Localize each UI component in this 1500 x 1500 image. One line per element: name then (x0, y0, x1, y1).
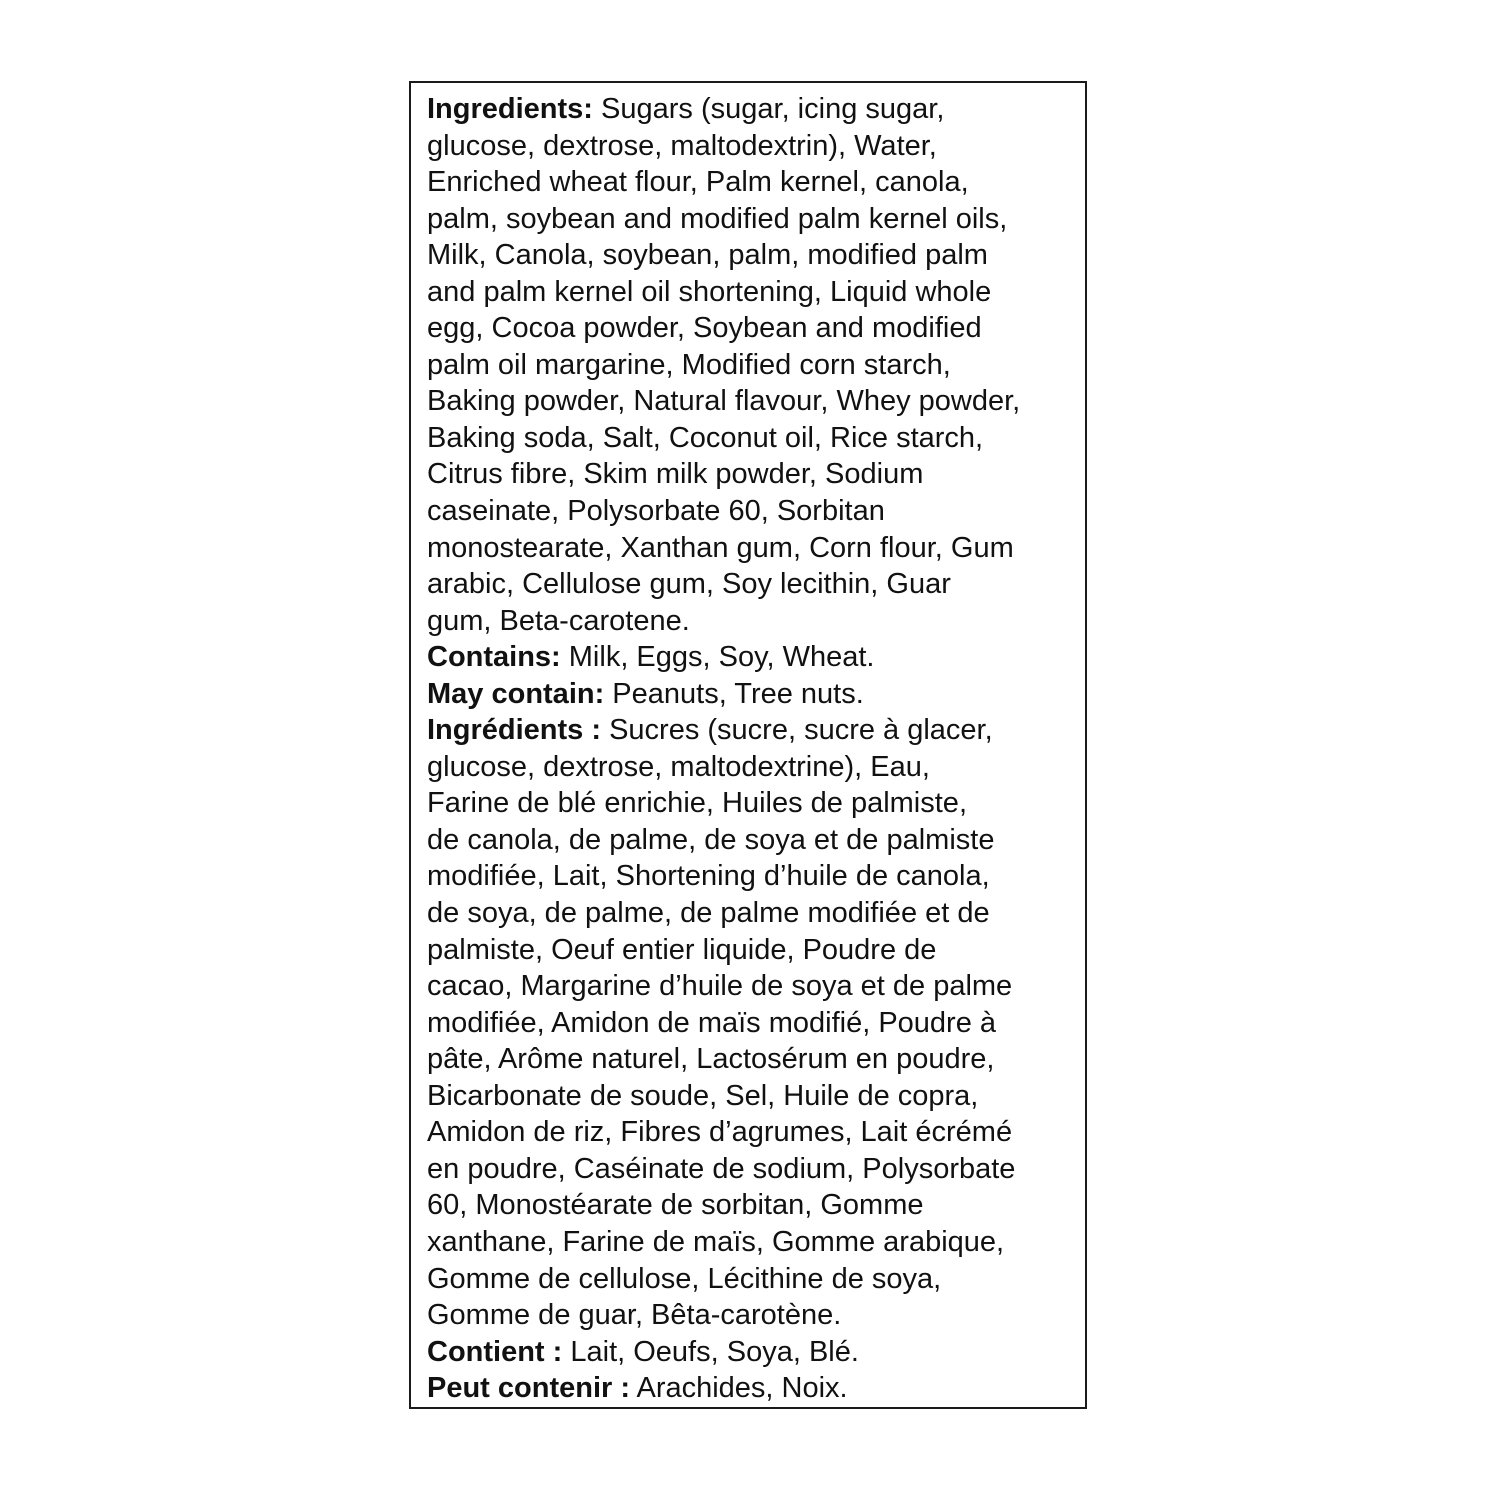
label-line (427, 1370, 1087, 1407)
line-text: glucose, dextrose, maltodextrine), Eau, (427, 750, 930, 783)
line-text: xanthane, Farine de maïs, Gomme arabique, (427, 1225, 1005, 1258)
ingredients-label-panel (409, 81, 1087, 1409)
label-line (427, 1224, 1087, 1261)
label-line (427, 968, 1087, 1005)
line-text: Farine de blé enrichie, Huiles de palmiste, (427, 787, 967, 820)
line-text: Amidon de riz, Fibres d’agrumes, Lait écrémé (427, 1116, 1013, 1149)
line-text: palm, soybean and modified palm kernel oils, (427, 202, 1008, 235)
label-line (427, 237, 1087, 274)
line-text: Sucres (sucre, sucre à glacer, (601, 714, 993, 747)
line-text: and palm kernel oil shortening, Liquid whole (427, 275, 992, 308)
label-line (427, 785, 1087, 822)
line-text: monostearate, Xanthan gum, Corn flour, Gum (427, 531, 1014, 564)
label-line (427, 676, 1087, 713)
label-line (427, 822, 1087, 859)
label-line (427, 383, 1087, 420)
section-heading: Peut contenir : (427, 1372, 631, 1405)
section-heading: May contain: (427, 677, 605, 710)
label-line (427, 420, 1087, 457)
label-line (427, 1297, 1087, 1334)
label-line (427, 932, 1087, 969)
label-line (427, 1334, 1087, 1371)
line-text: Baking powder, Natural flavour, Whey powder, (427, 385, 1021, 418)
line-text: de canola, de palme, de soya et de palmiste (427, 823, 995, 856)
line-text: gum, Beta-carotene. (427, 604, 690, 637)
line-text: modifiée, Amidon de maïs modifié, Poudre à (427, 1006, 997, 1039)
section-heading: Ingredients: (427, 93, 593, 125)
line-text: Baking soda, Salt, Coconut oil, Rice starch, (427, 421, 984, 454)
label-line (427, 456, 1087, 493)
line-text: Citrus fibre, Skim milk powder, Sodium (427, 458, 924, 491)
line-text: Lait, Oeufs, Soya, Blé. (562, 1335, 859, 1368)
line-text: Gomme de cellulose, Lécithine de soya, (427, 1262, 942, 1295)
section-heading: Contains: (427, 641, 561, 674)
label-line (427, 712, 1087, 749)
line-text: modifiée, Lait, Shortening d’huile de canola, (427, 860, 990, 893)
label-line (427, 530, 1087, 567)
line-text: 60, Monostéarate de sorbitan, Gomme (427, 1189, 924, 1222)
line-text: Sugars (sugar, icing sugar, (592, 93, 945, 125)
label-line (427, 566, 1087, 603)
label-line (427, 347, 1087, 384)
line-text: en poudre, Caséinate de sodium, Polysorbate (427, 1152, 1016, 1185)
section-heading: Contient : (427, 1335, 563, 1368)
line-text: Milk, Canola, soybean, palm, modified palm (427, 239, 988, 272)
label-line (427, 201, 1087, 238)
label-line (427, 164, 1087, 201)
line-text: Enriched wheat flour, Palm kernel, canola, (427, 166, 969, 199)
line-text: palmiste, Oeuf entier liquide, Poudre de (427, 933, 937, 966)
label-line (427, 1261, 1087, 1298)
label-line (427, 1114, 1087, 1151)
label-line (427, 1151, 1087, 1188)
label-line (427, 128, 1087, 165)
line-text: Milk, Eggs, Soy, Wheat. (560, 641, 875, 674)
label-line (427, 1005, 1087, 1042)
line-text: egg, Cocoa powder, Soybean and modified (427, 312, 982, 345)
label-line (427, 603, 1087, 640)
line-text: pâte, Arôme naturel, Lactosérum en poudre, (427, 1043, 995, 1076)
label-line (427, 749, 1087, 786)
ingredients-text-block (427, 91, 1087, 1407)
line-text: Bicarbonate de soude, Sel, Huile de copra, (427, 1079, 979, 1112)
line-text: de soya, de palme, de palme modifiée et de (427, 897, 990, 930)
label-line (427, 1078, 1087, 1115)
line-text: cacao, Margarine d’huile de soya et de palme (427, 970, 1013, 1003)
line-text: palm oil margarine, Modified corn starch, (427, 348, 951, 381)
label-line (427, 858, 1087, 895)
label-line (427, 91, 1087, 128)
label-line (427, 639, 1087, 676)
label-line (427, 1041, 1087, 1078)
line-text: caseinate, Polysorbate 60, Sorbitan (427, 495, 885, 528)
section-heading: Ingrédients : (427, 714, 602, 747)
line-text: Arachides, Noix. (630, 1372, 848, 1405)
label-line (427, 493, 1087, 530)
label-line (427, 310, 1087, 347)
line-text: arabic, Cellulose gum, Soy lecithin, Guar (427, 568, 951, 601)
line-text: Peanuts, Tree nuts. (604, 677, 864, 710)
label-line (427, 1187, 1087, 1224)
line-text: glucose, dextrose, maltodextrin), Water, (427, 129, 937, 162)
label-line (427, 895, 1087, 932)
label-line (427, 274, 1087, 311)
line-text: Gomme de guar, Bêta-carotène. (427, 1299, 842, 1332)
